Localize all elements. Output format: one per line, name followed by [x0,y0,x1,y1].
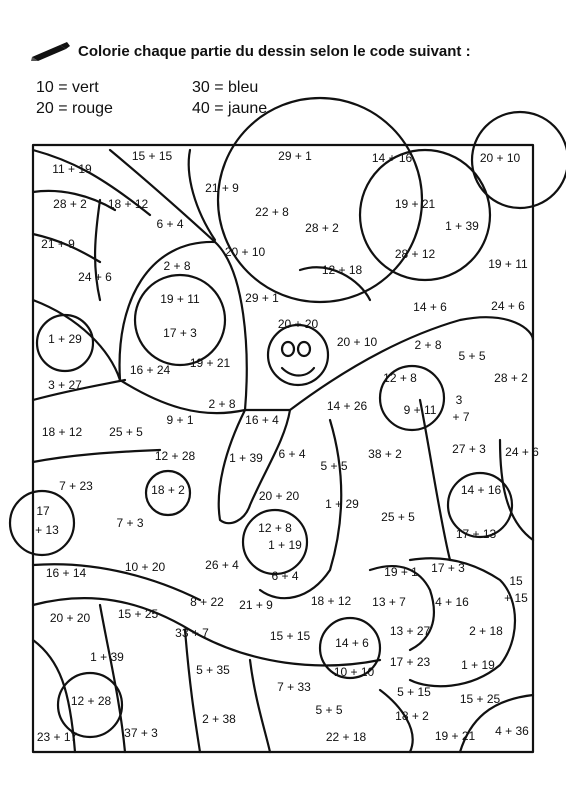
region-label: 2 + 18 [469,624,503,638]
region-label: 15 + 25 [459,692,501,706]
region-label: 20 + 20 [258,489,300,503]
region-label: 27 + 3 [452,442,486,456]
region-label: 26 + 4 [205,558,239,572]
right-eye [298,342,310,356]
region-label: 24 + 6 [491,299,525,313]
region-label: 1 + 29 [325,497,359,511]
region-label: 20 + 10 [479,151,521,165]
region-label: 20 + 10 [224,245,266,259]
region-label: 37 + 3 [124,726,158,740]
region-label: 1 + 19 [268,538,302,552]
region-label: 15 [509,574,523,588]
region-label: 18 + 2 [151,483,185,497]
region-label: 21 + 9 [205,181,239,195]
region-label: 11 + 19 [52,162,92,176]
region-label: 14 + 16 [460,483,502,497]
region-label: 19 + 21 [434,729,476,743]
region-label: 2 + 38 [202,712,236,726]
region-label: 12 + 18 [321,263,363,277]
region-label: 15 + 15 [269,629,311,643]
region-label: 5 + 5 [458,349,486,363]
region-label: 29 + 1 [278,149,312,163]
region-label: 14 + 16 [371,151,413,165]
region-label: 13 + 27 [389,624,431,638]
region-label: 20 + 20 [277,317,319,331]
region-label: 29 + 1 [245,291,279,305]
region-label: 12 + 8 [258,521,292,535]
region-label: 2 + 8 [414,338,442,352]
region-label: 22 + 8 [255,205,289,219]
region-label: 6 + 4 [278,447,306,461]
region-label: 21 + 9 [41,237,75,251]
region-label: + 7 [452,410,470,424]
region-label: 9 + 1 [166,413,194,427]
region-label: + 13 [35,523,59,537]
region-label: 18 + 12 [41,425,83,439]
region-label: 5 + 15 [397,685,431,699]
region-label: 18 + 2 [395,709,429,723]
region-label: 2 + 8 [208,397,236,411]
region-label: 2 + 8 [163,259,191,273]
region-label: 12 + 28 [154,449,196,463]
region-label: 1 + 39 [445,219,479,233]
region-label: 20 + 10 [336,335,378,349]
color-code-vert: 10 = vert [36,79,99,96]
region-label: 19 + 21 [394,197,436,211]
region-label: 13 + 7 [372,595,406,609]
region-label: 7 + 23 [59,479,93,493]
region-label: 21 + 9 [239,598,273,612]
region-label: 16 + 24 [129,363,171,377]
region-label: 7 + 33 [277,680,311,694]
region-label: 22 + 18 [325,730,367,744]
left-eye [282,342,294,356]
region-label: 14 + 26 [326,399,368,413]
region-label: 6 + 4 [156,217,184,231]
region-label: 5 + 5 [320,459,348,473]
region-label: 23 + 17 [36,730,78,744]
region-label: 14 + 6 [335,636,369,650]
region-label: 9 + 11 [403,403,437,417]
region-labels [35,149,539,744]
region-label: 33 + 7 [175,626,209,640]
instruction-text: Colorie chaque partie du dessin selon le code suivant : [78,43,471,60]
region-label: 17 + 3 [163,326,197,340]
region-label: 28 + 2 [53,197,87,211]
region-label: 28 + 2 [305,221,339,235]
region-label: 3 + 27 [48,378,82,392]
region-label: 1 + 19 [461,658,495,672]
region-label: 19 + 21 [189,356,231,370]
region-label: 14 + 6 [413,300,447,314]
region-label: 3 [455,393,463,407]
region-label: 5 + 35 [196,663,230,677]
color-code-rouge: 20 = rouge [36,100,113,117]
region-label: + 15 [504,591,528,605]
region-label: 12 + 28 [70,694,112,708]
region-label: 19 + 11 [488,257,528,271]
region-label: 12 + 8 [383,371,417,385]
region-label: 4 + 36 [495,724,529,738]
region-label: 16 + 4 [245,413,279,427]
region-label: 24 + 6 [78,270,112,284]
region-label: 25 + 5 [381,510,415,524]
region-label: 1 + 39 [229,451,263,465]
region-label: 17 + 23 [389,655,431,669]
region-label: 17 [36,504,50,518]
region-label: 38 + 2 [368,447,402,461]
region-label: 16 + 14 [45,566,87,580]
region-label: 6 + 4 [271,569,299,583]
region-label: 1 + 39 [90,650,124,664]
region-label: 24 + 6 [505,445,539,459]
region-label: 17 + 3 [431,561,465,575]
region-label: 28 + 12 [394,247,436,261]
smile [282,368,314,376]
region-label: 17 + 13 [455,527,497,541]
color-code-bleu: 30 = bleu [192,79,259,96]
region-label: 19 + 1 [384,565,418,579]
region-label: 28 + 2 [494,371,528,385]
region-label: 18 + 12 [107,197,149,211]
region-label: 19 + 11 [160,292,200,306]
region-label: 1 + 29 [48,332,82,346]
region-label: 25 + 5 [109,425,143,439]
region-label: 15 + 15 [131,149,173,163]
region-label: 4 + 16 [435,595,469,609]
region-label: 10 + 20 [124,560,166,574]
region-label: 18 + 12 [310,594,352,608]
region-label: 5 + 5 [315,703,343,717]
region-label: 20 + 20 [49,611,91,625]
region-label: 7 + 3 [116,516,144,530]
region-label: 15 + 25 [117,607,159,621]
color-code-jaune: 40 = jaune [192,100,268,117]
region-label: 10 + 10 [333,665,375,679]
region-label: 8 + 22 [190,595,224,609]
